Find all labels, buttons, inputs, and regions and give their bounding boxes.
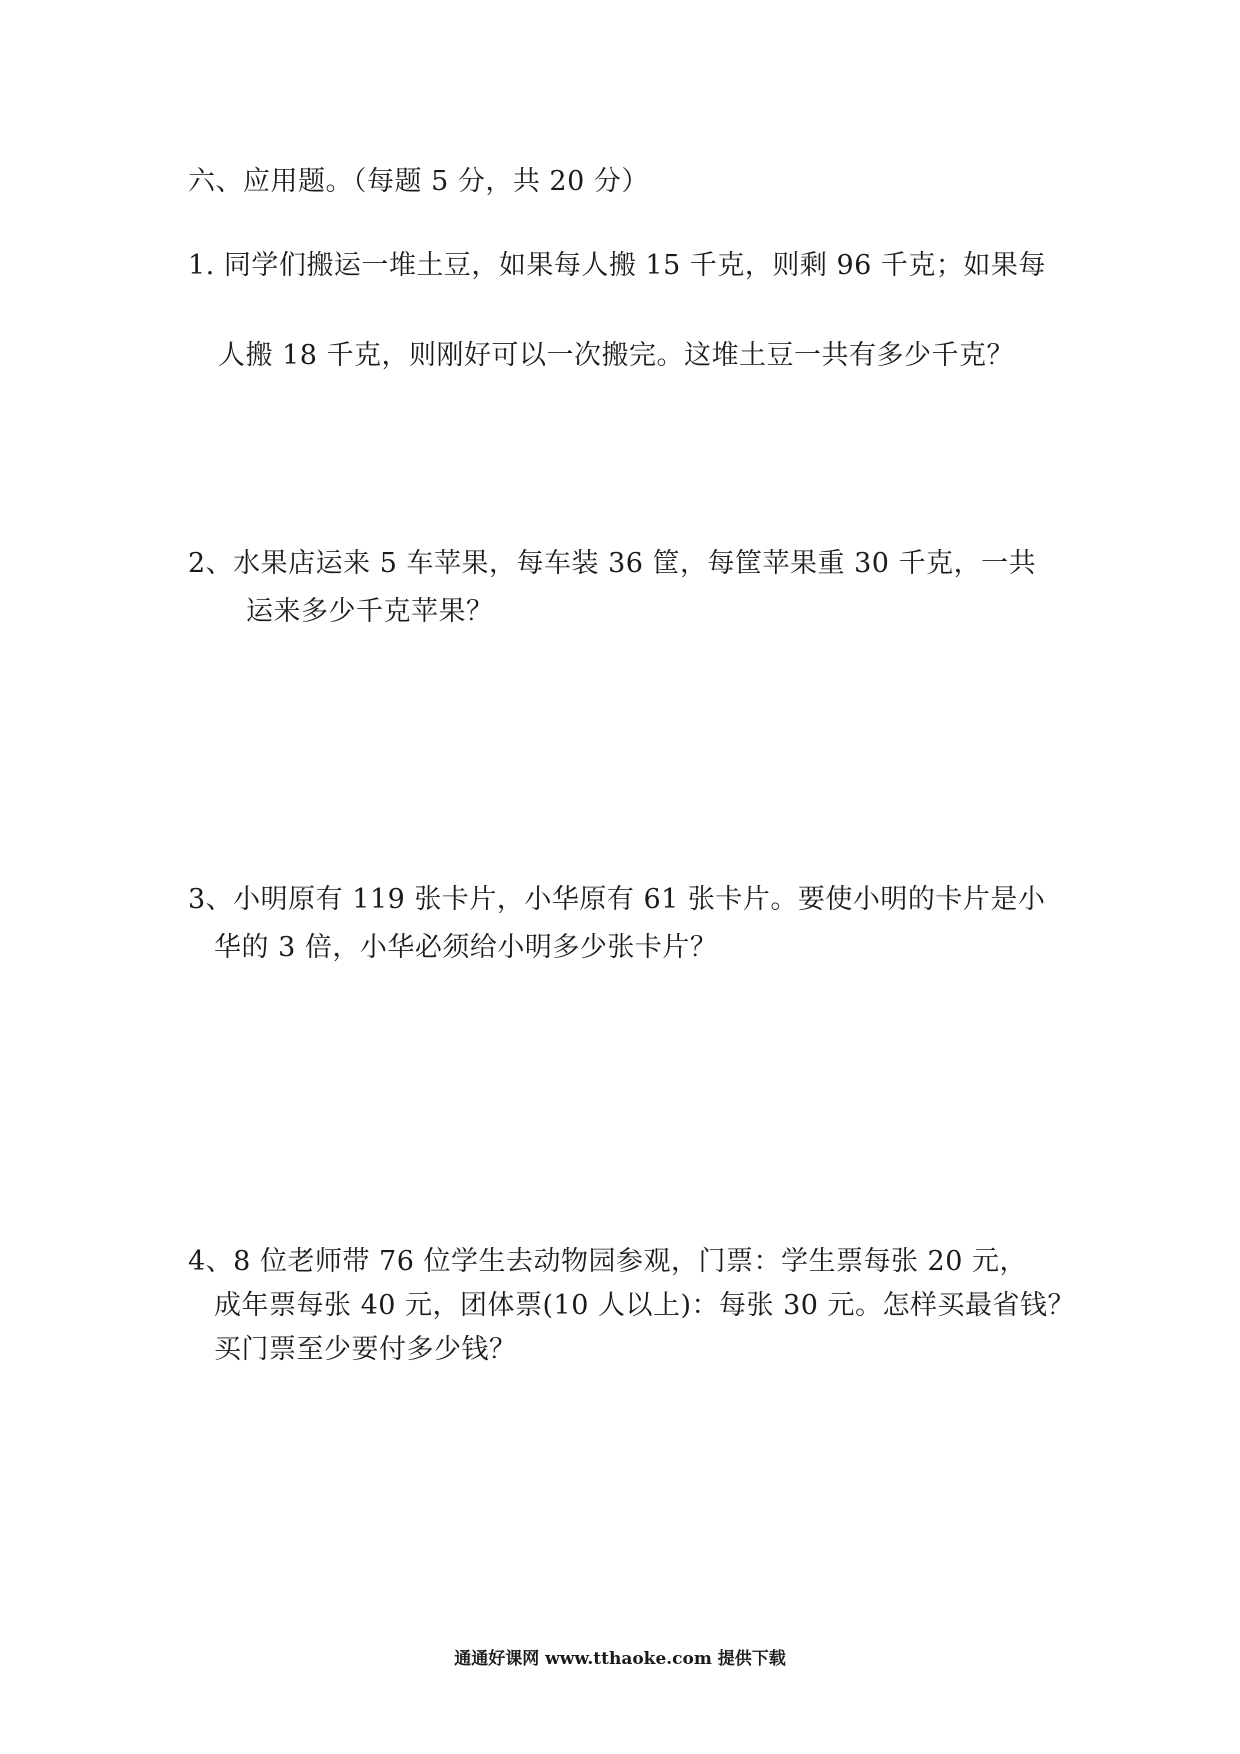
problem-2-line-1: 2、水果店运来 5 车苹果，每车装 36 筐，每筐苹果重 30 千克，一共 <box>188 548 1037 579</box>
page-footer: 通通好课网 www.tthaoke.com 提供下载 <box>454 1649 786 1669</box>
problem-3-line-1: 3、小明原有 119 张卡片，小华原有 61 张卡片。要使小明的卡片是小 <box>188 884 1046 915</box>
problem-1-line-2: 人搬 18 千克，则刚好可以一次搬完。这堆土豆一共有多少千克？ <box>218 340 1015 371</box>
problem-4-line-2: 成年票每张 40 元，团体票(10 人以上)：每张 30 元。怎样买最省钱？ <box>214 1290 1076 1321</box>
section-title: 六、应用题。（每题 5 分，共 20 分） <box>188 166 649 197</box>
problem-4-line-1: 4、8 位老师带 76 位学生去动物园参观，门票：学生票每张 20 元， <box>188 1246 1027 1277</box>
problem-3-line-2: 华的 3 倍，小华必须给小明多少张卡片？ <box>214 932 718 963</box>
problem-4-line-3: 买门票至少要付多少钱？ <box>214 1334 517 1365</box>
problem-1-line-1: 1. 同学们搬运一堆土豆，如果每人搬 15 千克，则剩 96 千克；如果每 <box>188 250 1046 281</box>
problem-2-line-2: 运来多少千克苹果？ <box>246 596 494 627</box>
